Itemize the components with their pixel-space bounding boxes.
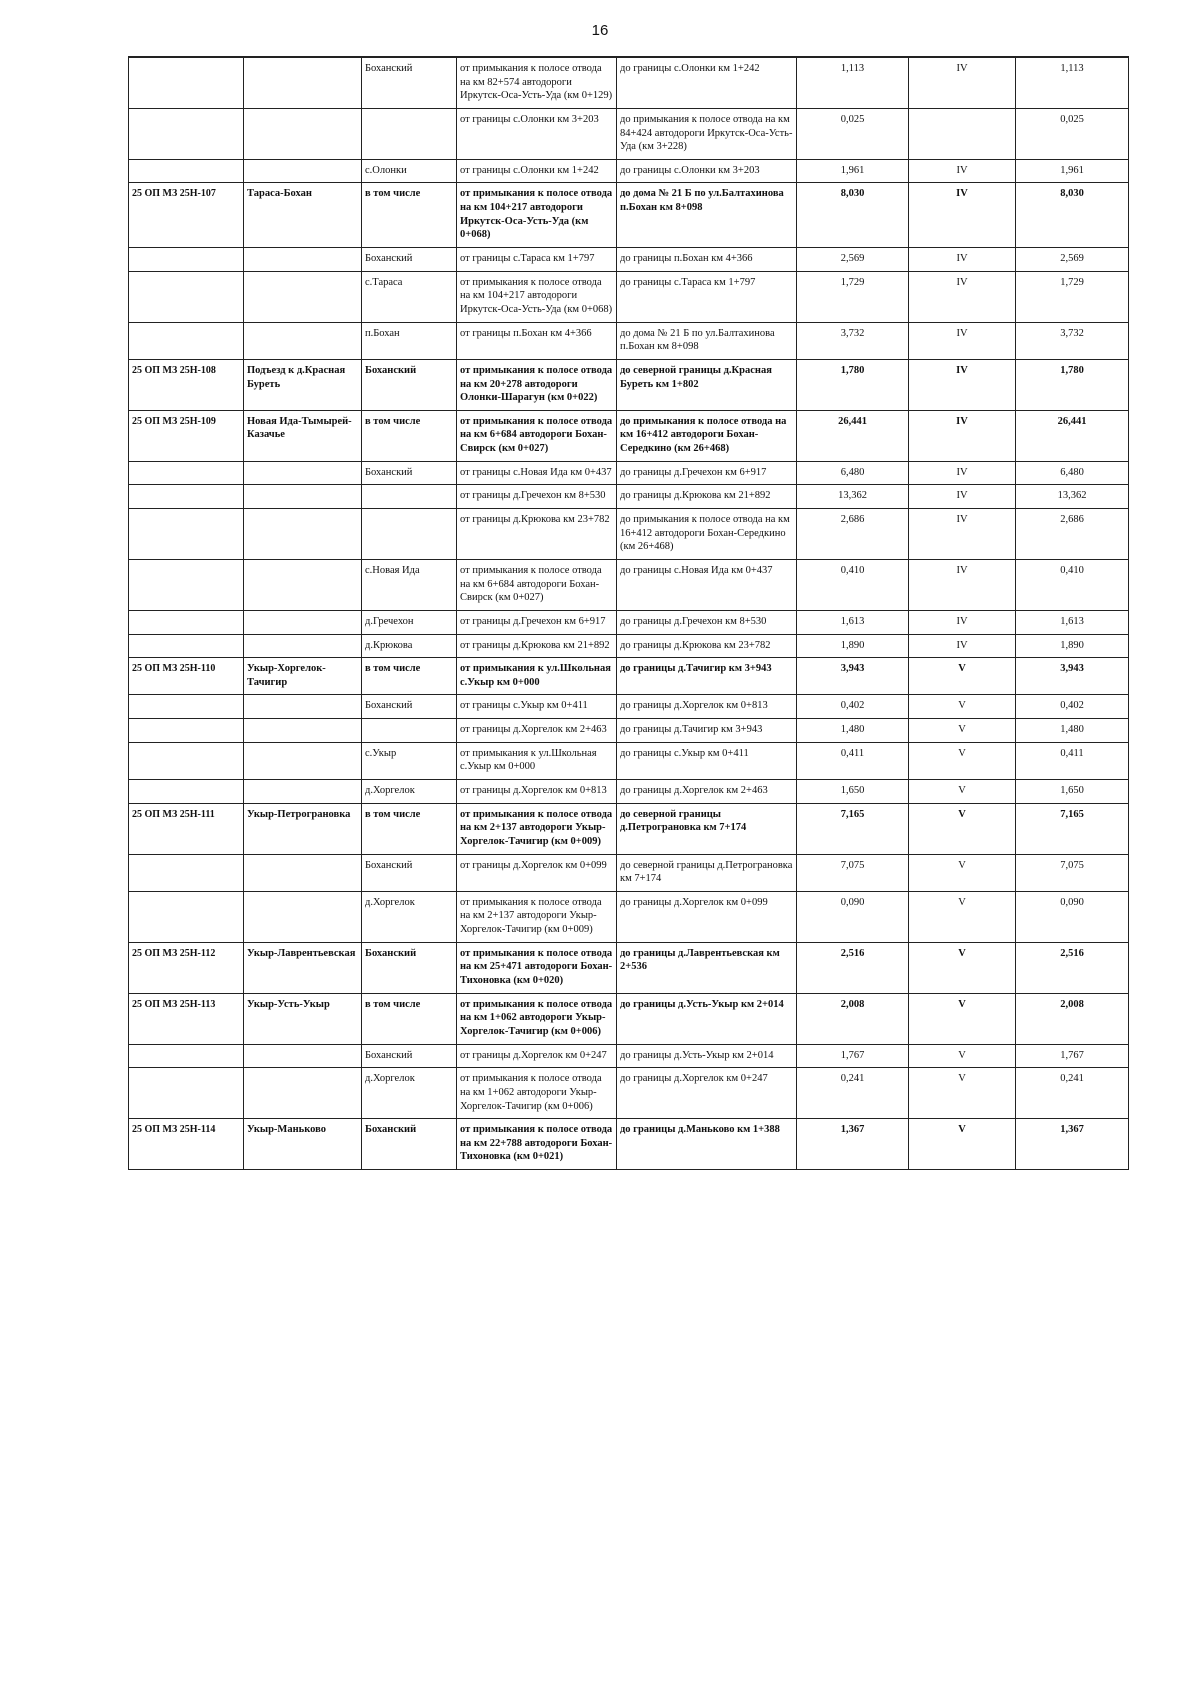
road-name-cell: Укыр-Маньково (244, 1119, 362, 1170)
segment-start-cell: от границы д.Крюкова км 21+892 (457, 634, 617, 658)
district-cell: Боханский (362, 359, 457, 410)
segment-end-cell: до границы д.Тачигир км 3+943 (617, 658, 797, 695)
road-summary-row (129, 658, 1129, 695)
segment-end-cell: до границы д.Хоргелок км 0+247 (617, 1068, 797, 1119)
district-cell: Боханский (362, 461, 457, 485)
length-cell: 2,008 (797, 993, 909, 1044)
segment-end-cell: до примыкания к полосе отвода на км 84+424 автодороги Иркутск-Оса-Усть-Уда (км 3+228) (617, 108, 797, 159)
district-cell: с.Олонки (362, 159, 457, 183)
road-id-cell (129, 108, 244, 159)
segment-end-cell: до границы с.Олонки км 1+242 (617, 57, 797, 108)
total-length-cell: 0,025 (1016, 108, 1129, 159)
category-cell: V (909, 1068, 1016, 1119)
road-id-cell: 25 ОП МЗ 25Н-109 (129, 410, 244, 461)
length-cell: 1,780 (797, 359, 909, 410)
total-length-cell: 1,780 (1016, 359, 1129, 410)
road-id-cell (129, 322, 244, 359)
length-cell: 13,362 (797, 485, 909, 509)
total-length-cell: 26,441 (1016, 410, 1129, 461)
total-length-cell: 2,569 (1016, 248, 1129, 272)
length-cell: 0,241 (797, 1068, 909, 1119)
road-name-cell (244, 108, 362, 159)
length-cell: 2,516 (797, 942, 909, 993)
road-name-cell (244, 779, 362, 803)
district-cell: Боханский (362, 57, 457, 108)
total-length-cell: 1,367 (1016, 1119, 1129, 1170)
road-id-cell (129, 159, 244, 183)
category-cell: V (909, 1119, 1016, 1170)
length-cell: 26,441 (797, 410, 909, 461)
road-summary-row (129, 993, 1129, 1044)
length-cell: 0,411 (797, 742, 909, 779)
segment-end-cell: до границы с.Тараса км 1+797 (617, 271, 797, 322)
segment-end-cell: до границы д.Маньково км 1+388 (617, 1119, 797, 1170)
segment-start-cell: от примыкания к полосе отвода на км 2+137 автодороги Укыр-Хоргелок-Тачигир (км 0+009) (457, 891, 617, 942)
district-cell: Боханский (362, 854, 457, 891)
district-cell: Боханский (362, 1044, 457, 1068)
road-name-cell: Укыр-Хоргелок-Тачигир (244, 658, 362, 695)
segment-start-cell: от границы с.Олонки км 3+203 (457, 108, 617, 159)
road-id-cell: 25 ОП МЗ 25Н-110 (129, 658, 244, 695)
district-cell: д.Крюкова (362, 634, 457, 658)
length-cell: 0,025 (797, 108, 909, 159)
road-segment-row (129, 461, 1129, 485)
district-cell: с.Новая Ида (362, 559, 457, 610)
category-cell: IV (909, 159, 1016, 183)
road-id-cell (129, 779, 244, 803)
segment-start-cell: от примыкания к полосе отвода на км 1+062 автодороги Укыр-Хоргелок-Тачигир (км 0+006) (457, 1068, 617, 1119)
total-length-cell: 0,090 (1016, 891, 1129, 942)
category-cell: V (909, 695, 1016, 719)
district-cell: д.Хоргелок (362, 779, 457, 803)
road-segment-row (129, 610, 1129, 634)
total-length-cell: 2,516 (1016, 942, 1129, 993)
category-cell: IV (909, 634, 1016, 658)
district-cell: Боханский (362, 248, 457, 272)
road-id-cell (129, 248, 244, 272)
road-segment-row (129, 1044, 1129, 1068)
segment-end-cell: до границы д.Гречехон км 6+917 (617, 461, 797, 485)
district-cell (362, 509, 457, 560)
road-id-cell (129, 742, 244, 779)
category-cell: V (909, 854, 1016, 891)
segment-end-cell: до границы д.Хоргелок км 0+099 (617, 891, 797, 942)
segment-end-cell: до границы д.Усть-Укыр км 2+014 (617, 1044, 797, 1068)
category-cell: V (909, 1044, 1016, 1068)
road-name-cell (244, 248, 362, 272)
district-cell (362, 719, 457, 743)
road-summary-row (129, 359, 1129, 410)
road-segment-row (129, 742, 1129, 779)
road-name-cell (244, 159, 362, 183)
category-cell: V (909, 942, 1016, 993)
segment-start-cell: от границы д.Гречехон км 8+530 (457, 485, 617, 509)
segment-end-cell: до границы д.Хоргелок км 0+813 (617, 695, 797, 719)
road-name-cell (244, 1068, 362, 1119)
segment-end-cell: до границы с.Олонки км 3+203 (617, 159, 797, 183)
road-id-cell (129, 1068, 244, 1119)
segment-start-cell: от примыкания к полосе отвода на км 20+278 автодороги Олонки-Шарагун (км 0+022) (457, 359, 617, 410)
road-segment-row (129, 108, 1129, 159)
segment-end-cell: до границы п.Бохан км 4+366 (617, 248, 797, 272)
length-cell: 8,030 (797, 183, 909, 248)
category-cell: IV (909, 322, 1016, 359)
category-cell: V (909, 658, 1016, 695)
length-cell: 6,480 (797, 461, 909, 485)
road-segment-row (129, 719, 1129, 743)
category-cell: IV (909, 57, 1016, 108)
segment-start-cell: от границы д.Хоргелок км 0+099 (457, 854, 617, 891)
total-length-cell: 7,165 (1016, 803, 1129, 854)
length-cell: 0,402 (797, 695, 909, 719)
total-length-cell: 3,943 (1016, 658, 1129, 695)
segment-start-cell: от границы с.Олонки км 1+242 (457, 159, 617, 183)
district-cell: в том числе (362, 183, 457, 248)
length-cell: 7,075 (797, 854, 909, 891)
road-id-cell (129, 485, 244, 509)
total-length-cell: 1,113 (1016, 57, 1129, 108)
segment-start-cell: от примыкания к полосе отвода на км 25+471 автодороги Бохан-Тихоновка (км 0+020) (457, 942, 617, 993)
road-summary-row (129, 410, 1129, 461)
total-length-cell: 1,767 (1016, 1044, 1129, 1068)
category-cell: IV (909, 271, 1016, 322)
road-name-cell (244, 461, 362, 485)
category-cell (909, 108, 1016, 159)
road-segment-row (129, 159, 1129, 183)
segment-start-cell: от границы д.Крюкова км 23+782 (457, 509, 617, 560)
segment-start-cell: от границы с.Укыр км 0+411 (457, 695, 617, 719)
length-cell: 1,890 (797, 634, 909, 658)
total-length-cell: 0,241 (1016, 1068, 1129, 1119)
district-cell: д.Хоргелок (362, 1068, 457, 1119)
road-name-cell (244, 719, 362, 743)
segment-start-cell: от примыкания к ул.Школьная с.Укыр км 0+000 (457, 658, 617, 695)
length-cell: 3,943 (797, 658, 909, 695)
district-cell: д.Гречехон (362, 610, 457, 634)
segment-end-cell: до северной границы д.Петрограновка км 7+174 (617, 854, 797, 891)
road-segment-row (129, 559, 1129, 610)
segment-end-cell: до северной границы д.Петрограновка км 7+174 (617, 803, 797, 854)
category-cell: IV (909, 610, 1016, 634)
road-segment-row (129, 271, 1129, 322)
category-cell: V (909, 803, 1016, 854)
total-length-cell: 13,362 (1016, 485, 1129, 509)
category-cell: IV (909, 461, 1016, 485)
segment-end-cell: до границы с.Новая Ида км 0+437 (617, 559, 797, 610)
road-name-cell (244, 485, 362, 509)
road-segment-row (129, 322, 1129, 359)
roads-table (128, 56, 1129, 1170)
road-id-cell (129, 1044, 244, 1068)
category-cell: V (909, 779, 1016, 803)
road-id-cell (129, 509, 244, 560)
road-name-cell: Укыр-Усть-Укыр (244, 993, 362, 1044)
district-cell: Боханский (362, 695, 457, 719)
road-id-cell: 25 ОП МЗ 25Н-112 (129, 942, 244, 993)
district-cell (362, 108, 457, 159)
road-name-cell (244, 1044, 362, 1068)
length-cell: 7,165 (797, 803, 909, 854)
category-cell: IV (909, 248, 1016, 272)
road-name-cell: Укыр-Петрограновка (244, 803, 362, 854)
total-length-cell: 1,890 (1016, 634, 1129, 658)
road-id-cell (129, 271, 244, 322)
length-cell: 2,569 (797, 248, 909, 272)
road-id-cell: 25 ОП МЗ 25Н-113 (129, 993, 244, 1044)
segment-end-cell: до границы д.Усть-Укыр км 2+014 (617, 993, 797, 1044)
district-cell: с.Укыр (362, 742, 457, 779)
total-length-cell: 0,402 (1016, 695, 1129, 719)
road-segment-row (129, 854, 1129, 891)
road-id-cell: 25 ОП МЗ 25Н-108 (129, 359, 244, 410)
segment-start-cell: от примыкания к ул.Школьная с.Укыр км 0+000 (457, 742, 617, 779)
road-id-cell (129, 719, 244, 743)
segment-end-cell: до границы с.Укыр км 0+411 (617, 742, 797, 779)
road-id-cell (129, 634, 244, 658)
road-name-cell (244, 695, 362, 719)
road-segment-row (129, 779, 1129, 803)
district-cell: Боханский (362, 942, 457, 993)
segment-start-cell: от примыкания к полосе отвода на км 82+574 автодороги Иркутск-Оса-Усть-Уда (км 0+129) (457, 57, 617, 108)
category-cell: V (909, 719, 1016, 743)
segment-start-cell: от границы д.Гречехон км 6+917 (457, 610, 617, 634)
segment-start-cell: от примыкания к полосе отвода на км 6+684 автодороги Бохан-Свирск (км 0+027) (457, 559, 617, 610)
district-cell: в том числе (362, 993, 457, 1044)
road-name-cell (244, 891, 362, 942)
district-cell: Боханский (362, 1119, 457, 1170)
road-id-cell (129, 695, 244, 719)
length-cell: 1,613 (797, 610, 909, 634)
length-cell: 3,732 (797, 322, 909, 359)
total-length-cell: 1,613 (1016, 610, 1129, 634)
segment-end-cell: до границы д.Лаврентьевская км 2+536 (617, 942, 797, 993)
segment-start-cell: от границы с.Новая Ида км 0+437 (457, 461, 617, 485)
total-length-cell: 0,411 (1016, 742, 1129, 779)
road-segment-row (129, 695, 1129, 719)
road-id-cell (129, 891, 244, 942)
segment-end-cell: до примыкания к полосе отвода на км 16+412 автодороги Бохан-Середкино (км 26+468) (617, 509, 797, 560)
road-name-cell: Укыр-Лаврентьевская (244, 942, 362, 993)
district-cell: д.Хоргелок (362, 891, 457, 942)
road-summary-row (129, 942, 1129, 993)
road-segment-row (129, 485, 1129, 509)
segment-start-cell: от примыкания к полосе отвода на км 2+137 автодороги Укыр-Хоргелок-Тачигир (км 0+009) (457, 803, 617, 854)
road-name-cell (244, 271, 362, 322)
total-length-cell: 1,480 (1016, 719, 1129, 743)
total-length-cell: 0,410 (1016, 559, 1129, 610)
length-cell: 0,090 (797, 891, 909, 942)
road-summary-row (129, 1119, 1129, 1170)
district-cell: с.Тараса (362, 271, 457, 322)
length-cell: 1,729 (797, 271, 909, 322)
segment-start-cell: от границы д.Хоргелок км 2+463 (457, 719, 617, 743)
road-id-cell (129, 57, 244, 108)
road-id-cell (129, 461, 244, 485)
category-cell: V (909, 993, 1016, 1044)
road-segment-row (129, 891, 1129, 942)
length-cell: 0,410 (797, 559, 909, 610)
road-id-cell (129, 854, 244, 891)
road-id-cell: 25 ОП МЗ 25Н-107 (129, 183, 244, 248)
segment-start-cell: от примыкания к полосе отвода на км 104+217 автодороги Иркутск-Оса-Усть-Уда (км 0+068) (457, 183, 617, 248)
segment-start-cell: от примыкания к полосе отвода на км 104+217 автодороги Иркутск-Оса-Усть-Уда (км 0+068) (457, 271, 617, 322)
road-name-cell (244, 610, 362, 634)
road-id-cell (129, 610, 244, 634)
category-cell: IV (909, 359, 1016, 410)
total-length-cell: 8,030 (1016, 183, 1129, 248)
road-summary-row (129, 183, 1129, 248)
road-segment-row (129, 634, 1129, 658)
road-summary-row (129, 803, 1129, 854)
road-name-cell (244, 509, 362, 560)
category-cell: IV (909, 410, 1016, 461)
district-cell: п.Бохан (362, 322, 457, 359)
total-length-cell: 2,686 (1016, 509, 1129, 560)
road-id-cell: 25 ОП МЗ 25Н-111 (129, 803, 244, 854)
district-cell: в том числе (362, 803, 457, 854)
road-id-cell: 25 ОП МЗ 25Н-114 (129, 1119, 244, 1170)
road-segment-row (129, 57, 1129, 108)
total-length-cell: 1,729 (1016, 271, 1129, 322)
segment-end-cell: до границы д.Крюкова км 23+782 (617, 634, 797, 658)
segment-start-cell: от границы д.Хоргелок км 0+813 (457, 779, 617, 803)
total-length-cell: 7,075 (1016, 854, 1129, 891)
category-cell: IV (909, 183, 1016, 248)
category-cell: IV (909, 509, 1016, 560)
length-cell: 1,767 (797, 1044, 909, 1068)
length-cell: 1,961 (797, 159, 909, 183)
segment-end-cell: до границы д.Гречехон км 8+530 (617, 610, 797, 634)
road-segment-row (129, 248, 1129, 272)
road-name-cell (244, 634, 362, 658)
segment-start-cell: от примыкания к полосе отвода на км 22+788 автодороги Бохан-Тихоновка (км 0+021) (457, 1119, 617, 1170)
length-cell: 1,113 (797, 57, 909, 108)
total-length-cell: 3,732 (1016, 322, 1129, 359)
road-id-cell (129, 559, 244, 610)
segment-end-cell: до примыкания к полосе отвода на км 16+412 автодороги Бохан-Середкино (км 26+468) (617, 410, 797, 461)
segment-start-cell: от примыкания к полосе отвода на км 6+684 автодороги Бохан-Свирск (км 0+027) (457, 410, 617, 461)
segment-start-cell: от границы п.Бохан км 4+366 (457, 322, 617, 359)
segment-end-cell: до границы д.Крюкова км 21+892 (617, 485, 797, 509)
total-length-cell: 2,008 (1016, 993, 1129, 1044)
segment-end-cell: до границы д.Хоргелок км 2+463 (617, 779, 797, 803)
road-name-cell (244, 854, 362, 891)
length-cell: 1,480 (797, 719, 909, 743)
road-segment-row (129, 509, 1129, 560)
category-cell: IV (909, 559, 1016, 610)
road-name-cell (244, 559, 362, 610)
segment-end-cell: до дома № 21 Б по ул.Балтахинова п.Бохан км 8+098 (617, 183, 797, 248)
road-name-cell: Новая Ида-Тымырей-Казачье (244, 410, 362, 461)
road-name-cell (244, 742, 362, 779)
district-cell (362, 485, 457, 509)
category-cell: V (909, 742, 1016, 779)
road-name-cell (244, 57, 362, 108)
total-length-cell: 6,480 (1016, 461, 1129, 485)
length-cell: 2,686 (797, 509, 909, 560)
page-number: 16 (591, 22, 609, 39)
road-segment-row (129, 1068, 1129, 1119)
segment-end-cell: до северной границы д.Красная Буреть км 1+802 (617, 359, 797, 410)
segment-start-cell: от границы д.Хоргелок км 0+247 (457, 1044, 617, 1068)
category-cell: IV (909, 485, 1016, 509)
total-length-cell: 1,650 (1016, 779, 1129, 803)
category-cell: V (909, 891, 1016, 942)
district-cell: в том числе (362, 658, 457, 695)
segment-start-cell: от границы с.Тараса км 1+797 (457, 248, 617, 272)
segment-end-cell: до границы д.Тачигир км 3+943 (617, 719, 797, 743)
length-cell: 1,367 (797, 1119, 909, 1170)
length-cell: 1,650 (797, 779, 909, 803)
segment-end-cell: до дома № 21 Б по ул.Балтахинова п.Бохан км 8+098 (617, 322, 797, 359)
road-name-cell: Тараса-Бохан (244, 183, 362, 248)
district-cell: в том числе (362, 410, 457, 461)
road-name-cell: Подъезд к д.Красная Буреть (244, 359, 362, 410)
segment-start-cell: от примыкания к полосе отвода на км 1+062 автодороги Укыр-Хоргелок-Тачигир (км 0+006) (457, 993, 617, 1044)
road-name-cell (244, 322, 362, 359)
total-length-cell: 1,961 (1016, 159, 1129, 183)
